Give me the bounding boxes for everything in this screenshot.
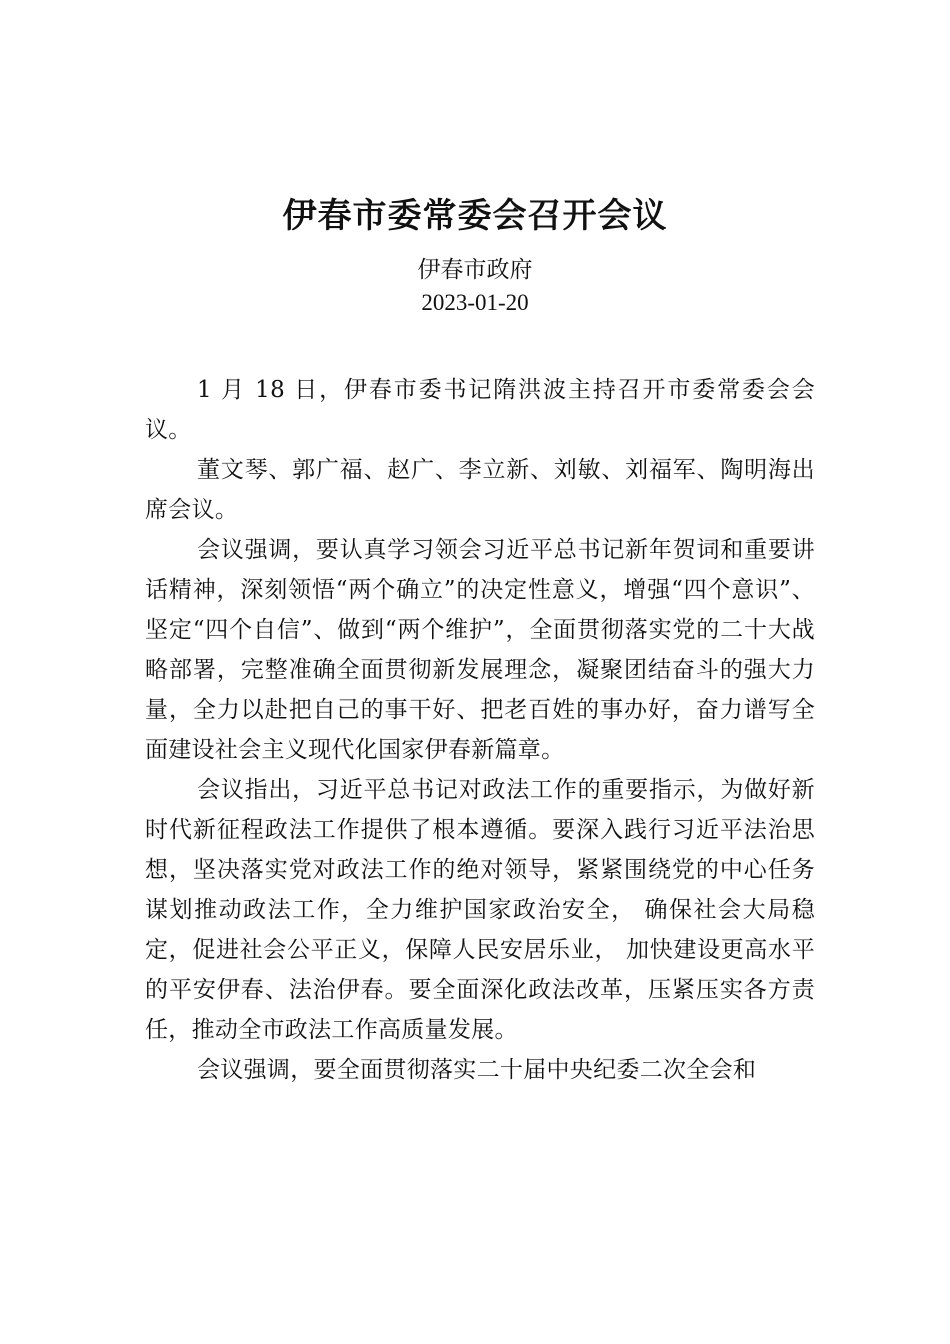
paragraph: 会议强调，要认真学习领会习近平总书记新年贺词和重要讲话精神，深刻领悟“两个确立”的决定性意义，增强“四个意识”、坚定“四个自信”、做到“两个维护”，全面贯彻落实党的二十大战略部署，完整准确全面贯彻新发展理念，凝聚团结奋斗的强大力量，全力以赴把自己的事干好、把老百姓的事办好，奋力谱写全面建设社会主义现代化国家伊春新篇章。	[145, 537, 815, 763]
paragraph: 董文琴、郭广福、赵广、李立新、刘敏、刘福军、陶明海出席会议。	[145, 457, 815, 523]
document-body	[145, 370, 815, 1090]
paragraph: 会议强调，要全面贯彻落实二十届中央纪委二次全会和	[197, 1057, 757, 1083]
paragraph: 1 月 18 日，伊春市委书记隋洪波主持召开市委常委会会议。	[145, 377, 815, 443]
document-date: 2023-01-20	[421, 290, 529, 315]
document-title: 伊春市委常委会召开会议	[282, 196, 668, 236]
paragraph: 会议指出，习近平总书记对政法工作的重要指示，为做好新时代新征程政法工作提供了根本遵循。要深入践行习近平法治思想，坚决落实党对政法工作的绝对领导，紧紧围绕党的中心任务谋划推动政法工作，全力维护国家政治安全， 确保社会大局稳定，促进社会公平正义，保障人民安居乐业， 加快建设更高水平的平安伊春、法治伊春。要全面深化政法改革，压紧压实各方责任，推动全市政法工作高质量发展。	[145, 777, 815, 1043]
document-author: 伊春市政府	[417, 257, 533, 283]
